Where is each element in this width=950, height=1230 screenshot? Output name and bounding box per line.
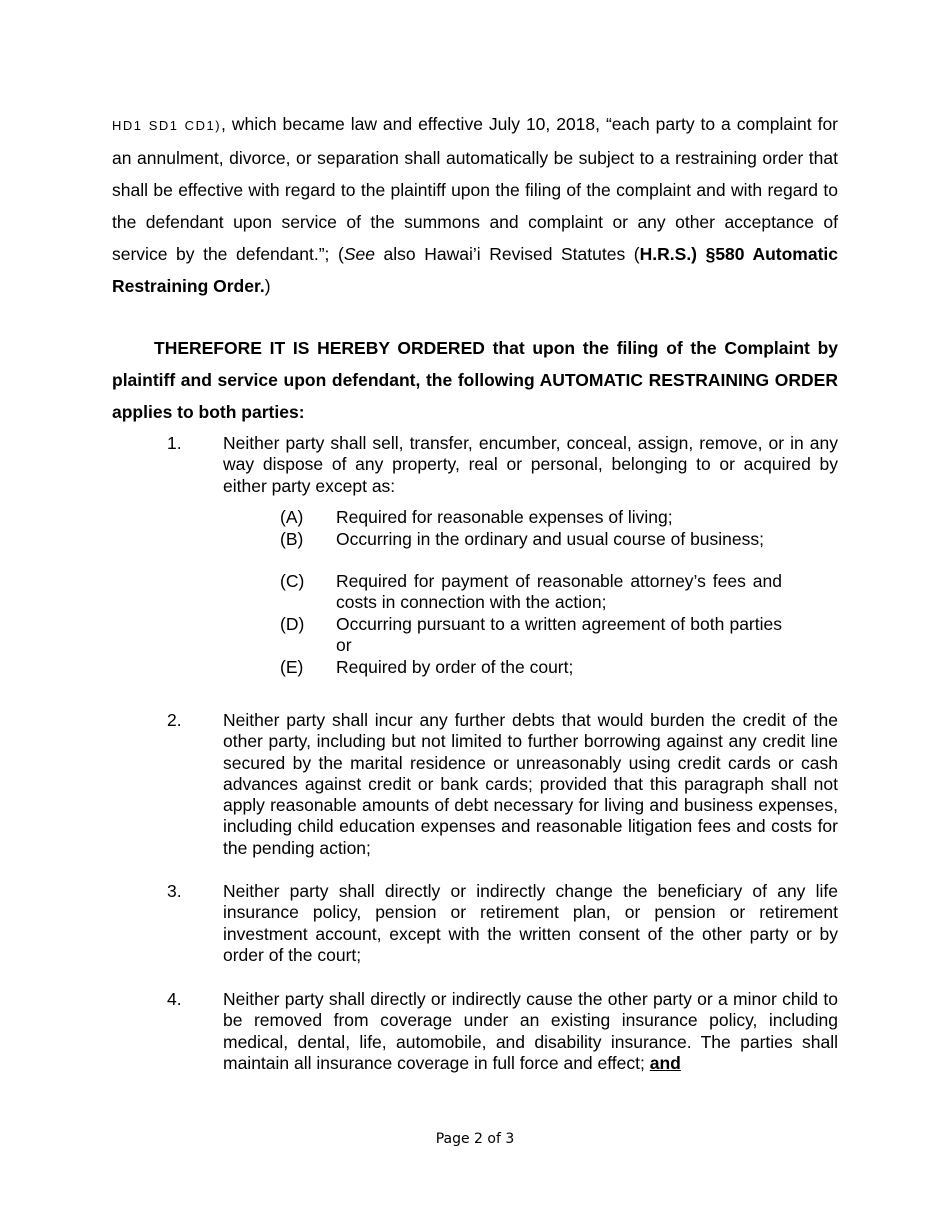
sub-item-letter: (A) (280, 507, 304, 527)
sub-item-text: Required for payment of reasonable attorney’s fees and costs in connection with the action; (336, 571, 782, 613)
sub-item-letter: (C) (280, 571, 305, 591)
sub-item-letter: (B) (280, 529, 304, 549)
order-heading-paragraph (112, 332, 838, 428)
item-trailing-and: and (649, 1052, 681, 1073)
intro-paragraph (112, 108, 838, 302)
sub-item-text: Occurring pursuant to a written agreement of both parties or (336, 614, 782, 656)
page-number-footer: Page 2 of 3 (435, 1131, 515, 1147)
bill-reference: HD1 SD1 CD1) (112, 118, 222, 133)
item-number: 1. (167, 433, 182, 453)
intro-text-3: ) (264, 276, 271, 296)
item-text: Neither party shall directly or indirectly change the beneficiary of any life insurance policy, pension or retirement plan, or pension or retirement investment account, except with the written consent of the other party or by order of the court; (223, 881, 838, 965)
sub-item-text: Occurring in the ordinary and usual course of business; (336, 529, 765, 549)
item-number: 3. (167, 881, 182, 901)
sub-item-letter: (E) (280, 657, 304, 677)
intro-text-2: also Hawai’i Revised Statutes ( (374, 244, 640, 264)
item-text-body: Neither party shall directly or indirectly cause the other party or a minor child to be removed from coverage under an existing insurance policy, including medical, dental, life, automobile, and disability insurance. The parties shall maintain all insurance coverage in full force and effect; (223, 989, 838, 1073)
item-text: Neither party shall incur any further debts that would burden the credit of the other party, including but not limited to further borrowing against any credit line secured by the marital residence or unreasonably using credit cards or cash advances against credit or bank cards; provided that this paragraph shall not apply reasonable amounts of debt necessary for living and business expenses, including child education expenses and reasonable litigation fees and costs for the pending action; (223, 710, 838, 858)
see-signal: See (343, 244, 375, 264)
item-text: Neither party shall sell, transfer, encumber, conceal, assign, remove, or in any way dispose of any property, real or personal, belonging to or acquired by either party except as: (223, 433, 838, 496)
intro-text-1: , which became law and effective July 10, 2018, “each party to a complaint for an annulment, divorce, or separation shall automatically be subject to a restraining order that shall be effective with regard to the plaintiff upon the filing of the complaint and with regard to the defendant upon service of the summons and complaint or any other acceptance of service by the defendant.”; ( (112, 114, 839, 264)
sub-item-text: Required by order of the court; (336, 657, 574, 677)
statute-citation: H.R.S.) §580 Automatic Restraining Order. (112, 244, 839, 296)
item-number: 4. (167, 989, 182, 1009)
order-heading: THEREFORE IT IS HEREBY ORDERED that upon the filing of the Complaint by plaintiff and service upon defendant, the following AUTOMATIC RESTRAINING ORDER applies to both parties: (112, 338, 838, 422)
item-text (223, 989, 838, 1074)
item-number: 2. (167, 710, 182, 730)
sub-item-text: Required for reasonable expenses of living; (336, 507, 673, 527)
sub-item-letter: (D) (280, 614, 305, 634)
